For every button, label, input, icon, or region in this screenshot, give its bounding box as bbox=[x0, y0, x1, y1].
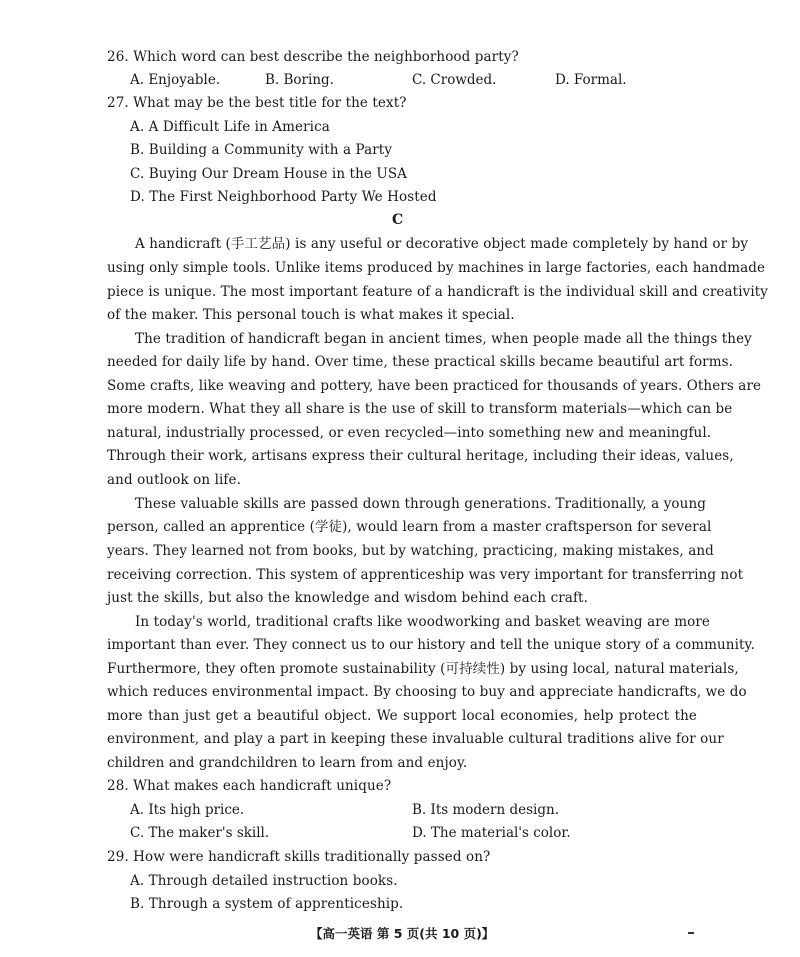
passage-p2-line-5: natural, industrially processed, or even recycled—into something new and meaningful. bbox=[107, 425, 712, 441]
passage-p2-line-3: Some crafts, like weaving and pottery, have been practiced for thousands of years. Others are bbox=[107, 378, 762, 394]
passage-p1-line-3: piece is unique. The most important feature of a handicraft is the individual skill and creativity bbox=[107, 284, 769, 300]
question-29-option-a: A. Through detailed instruction books. bbox=[130, 873, 398, 889]
question-27-option-b: B. Building a Community with a Party bbox=[130, 142, 393, 158]
question-27-stem: 27. What may be the best title for the text? bbox=[107, 95, 407, 111]
passage-p4-line-4: which reduces environmental impact. By choosing to buy and appreciate handicrafts, we do bbox=[107, 684, 747, 700]
passage-p1-line-2: using only simple tools. Unlike items produced by machines in large factories, each handmade bbox=[107, 260, 766, 276]
page-footer: 【高一英语 第 5 页(共 10 页)】 bbox=[310, 926, 495, 941]
question-28-option-d: D. The material's color. bbox=[412, 825, 571, 841]
question-28-option-c: C. The maker's skill. bbox=[130, 825, 270, 841]
passage-p3-line-4: receiving correction. This system of apprenticeship was very important for transferring not bbox=[107, 567, 744, 583]
question-29-stem: 29. How were handicraft skills traditionally passed on? bbox=[107, 849, 491, 865]
corner-mark bbox=[688, 932, 694, 934]
passage-p2-line-4: more modern. What they all share is the use of skill to transform materials—which can be bbox=[107, 401, 733, 417]
passage-p1-line-4: of the maker. This personal touch is what makes it special. bbox=[107, 307, 515, 323]
passage-p3-line-1: These valuable skills are passed down through generations. Traditionally, a young bbox=[135, 496, 706, 512]
passage-p4-line-2: important than ever. They connect us to our history and tell the unique story of a community. bbox=[107, 637, 755, 653]
question-27-option-c: C. Buying Our Dream House in the USA bbox=[130, 166, 408, 182]
question-27-option-a: A. A Difficult Life in America bbox=[130, 119, 330, 135]
question-26-option-b: B. Boring. bbox=[265, 72, 334, 88]
section-title: C bbox=[392, 212, 404, 228]
passage-p2-line-2: needed for daily life by hand. Over time, these practical skills became beautiful art forms. bbox=[107, 354, 734, 370]
passage-p4-line-6: environment, and play a part in keeping these invaluable cultural traditions alive for our bbox=[107, 731, 724, 747]
question-29-option-b: B. Through a system of apprenticeship. bbox=[130, 896, 404, 912]
question-28-option-b: B. Its modern design. bbox=[412, 802, 559, 818]
passage-p3-line-2: person, called an apprentice (学徒), would learn from a master craftsperson for several bbox=[107, 519, 712, 535]
passage-p4-line-1: In today's world, traditional crafts like woodworking and basket weaving are more bbox=[135, 614, 711, 630]
question-26-option-a: A. Enjoyable. bbox=[130, 72, 221, 88]
passage-p4-line-7: children and grandchildren to learn from and enjoy. bbox=[107, 755, 468, 771]
question-26-option-d: D. Formal. bbox=[555, 72, 627, 88]
question-26-option-c: C. Crowded. bbox=[412, 72, 497, 88]
passage-p4-line-5: more than just get a beautiful object. We support local economies, help protect the bbox=[107, 708, 697, 724]
passage-p1-line-1: A handicraft (手工艺品) is any useful or decorative object made completely by hand or by bbox=[135, 236, 749, 252]
question-26-stem: 26. Which word can best describe the neighborhood party? bbox=[107, 49, 519, 65]
question-28-stem: 28. What makes each handicraft unique? bbox=[107, 778, 392, 794]
passage-p2-line-6: Through their work, artisans express their cultural heritage, including their ideas, values, bbox=[107, 448, 734, 464]
question-28-option-a: A. Its high price. bbox=[130, 802, 245, 818]
question-27-option-d: D. The First Neighborhood Party We Hosted bbox=[130, 189, 437, 205]
passage-p4-line-3: Furthermore, they often promote sustainability (可持续性) by using local, natural materials, bbox=[107, 661, 739, 677]
passage-p2-line-1: The tradition of handicraft began in ancient times, when people made all the things they bbox=[135, 331, 752, 347]
passage-p3-line-5: just the skills, but also the knowledge and wisdom behind each craft. bbox=[107, 590, 588, 606]
passage-p2-line-7: and outlook on life. bbox=[107, 472, 241, 488]
passage-p3-line-3: years. They learned not from books, but by watching, practicing, making mistakes, and bbox=[107, 543, 714, 559]
